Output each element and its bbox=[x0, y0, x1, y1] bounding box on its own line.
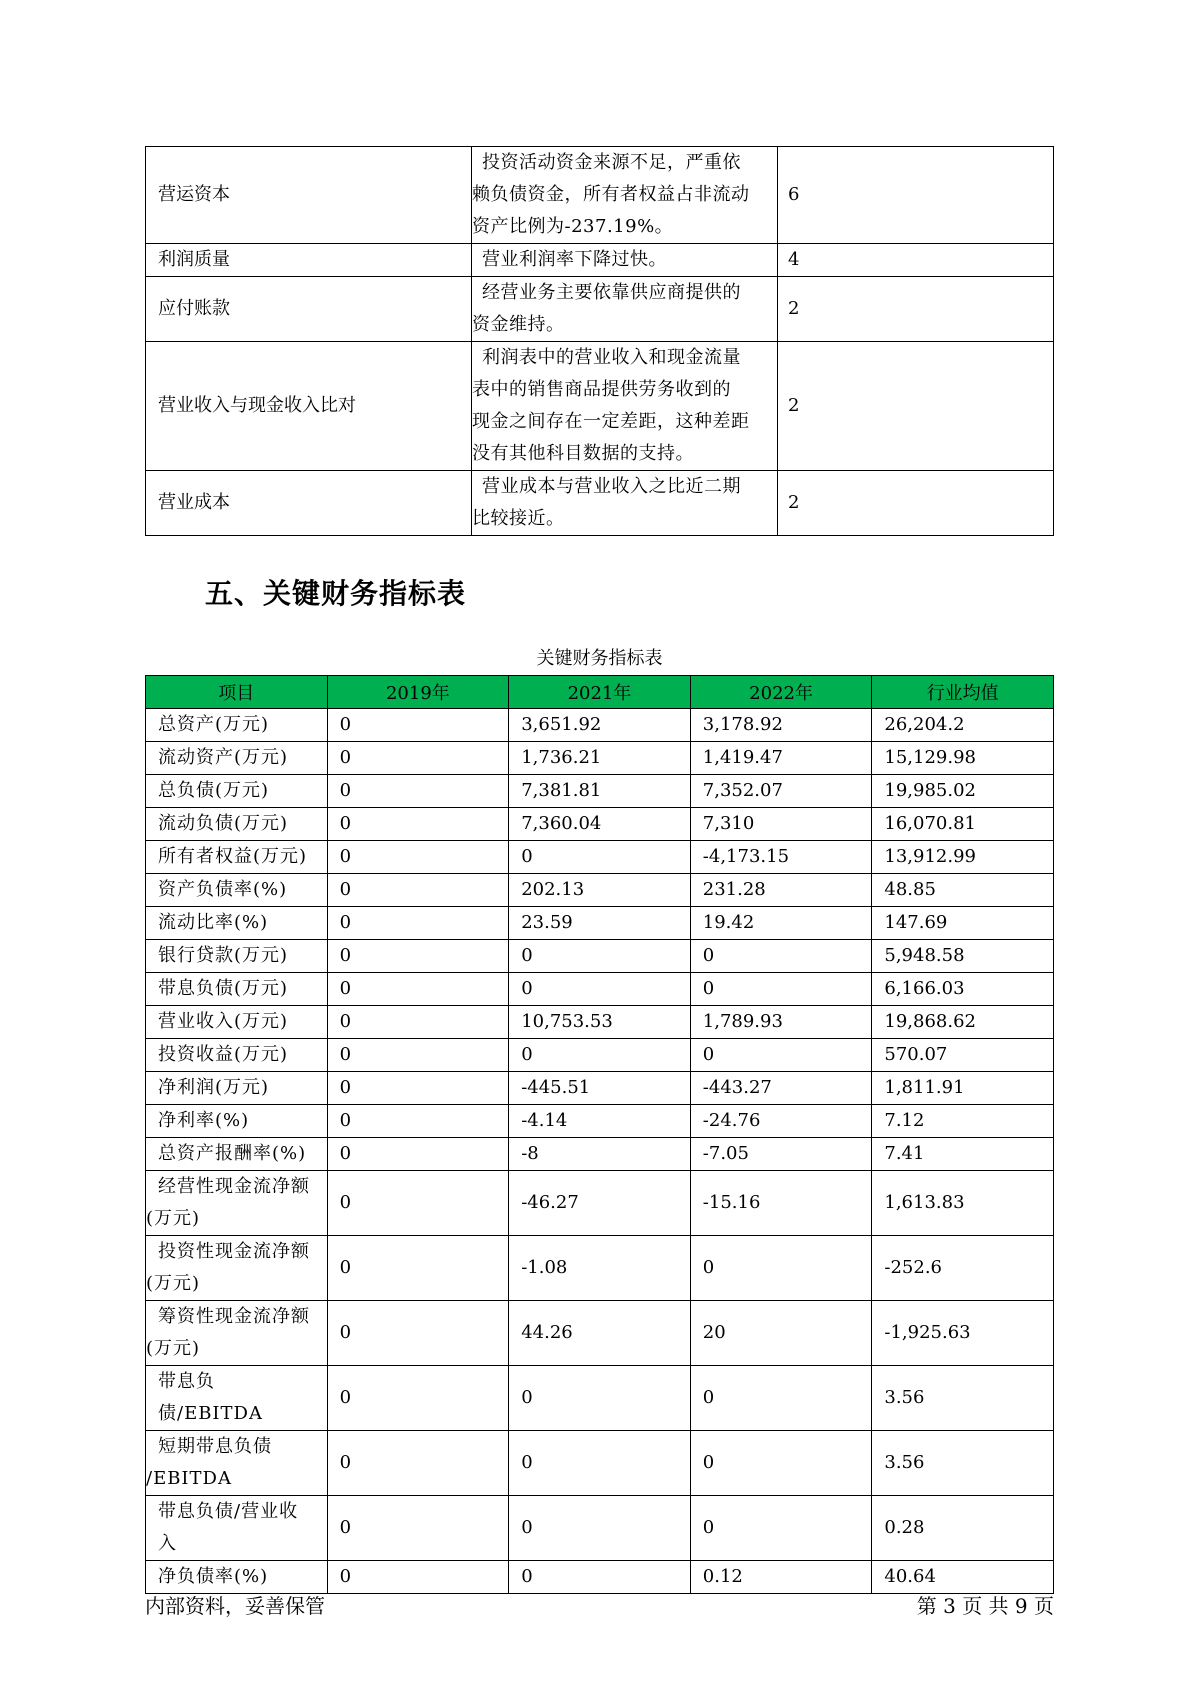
value-cell: 5,948.58 bbox=[872, 940, 1054, 973]
indicator-label-line: (万元) bbox=[146, 1208, 201, 1229]
value-cell: 0 bbox=[509, 1561, 691, 1594]
value-cell: 0 bbox=[327, 808, 509, 841]
table-row bbox=[146, 1171, 1054, 1236]
value-cell: 0 bbox=[690, 1236, 872, 1301]
indicator-label-cell: 投资收益(万元) bbox=[146, 1039, 328, 1072]
indicator-label-line: 经营性现金流净额 bbox=[158, 1176, 310, 1197]
value-cell: 3.56 bbox=[872, 1431, 1054, 1496]
value-cell: 7,352.07 bbox=[690, 775, 872, 808]
value-cell: 0 bbox=[327, 1561, 509, 1594]
table-row bbox=[146, 742, 1054, 775]
risk-item-cell: 应付账款 bbox=[146, 277, 472, 342]
section-heading: 五、关键财务指标表 bbox=[205, 577, 467, 610]
table-row bbox=[146, 775, 1054, 808]
indicator-label-cell: 流动资产(万元) bbox=[146, 742, 328, 775]
value-cell: 15,129.98 bbox=[872, 742, 1054, 775]
value-cell: 40.64 bbox=[872, 1561, 1054, 1594]
value-cell: 202.13 bbox=[509, 874, 691, 907]
risk-row bbox=[146, 342, 1054, 471]
value-cell: 0 bbox=[327, 973, 509, 1006]
column-header: 行业均值 bbox=[872, 676, 1054, 709]
value-cell: -1,925.63 bbox=[872, 1301, 1054, 1366]
value-cell: 0 bbox=[509, 841, 691, 874]
indicator-label-cell: 净负债率(%) bbox=[146, 1561, 328, 1594]
table-row bbox=[146, 940, 1054, 973]
value-cell: 7.12 bbox=[872, 1105, 1054, 1138]
value-cell: 19.42 bbox=[690, 907, 872, 940]
value-cell: 7.41 bbox=[872, 1138, 1054, 1171]
indicator-label-cell: 流动负债(万元) bbox=[146, 808, 328, 841]
value-cell: 1,736.21 bbox=[509, 742, 691, 775]
risk-item-cell: 营业收入与现金收入比对 bbox=[146, 342, 472, 471]
value-cell: 0 bbox=[509, 1039, 691, 1072]
value-cell: 0 bbox=[690, 973, 872, 1006]
value-cell: -4.14 bbox=[509, 1105, 691, 1138]
risk-score-cell: 4 bbox=[778, 244, 1054, 277]
risk-description-line: 表中的销售商品提供劳务收到的 bbox=[472, 379, 731, 400]
value-cell: 0 bbox=[327, 709, 509, 742]
indicator-label-cell: 流动比率(%) bbox=[146, 907, 328, 940]
value-cell: 0 bbox=[690, 1039, 872, 1072]
value-cell: 0 bbox=[509, 1431, 691, 1496]
value-cell: 147.69 bbox=[872, 907, 1054, 940]
indicator-label-cell: 带息负债(万元) bbox=[146, 973, 328, 1006]
indicator-label-line: 短期带息负债 bbox=[158, 1436, 272, 1457]
table-row bbox=[146, 874, 1054, 907]
column-header: 2022年 bbox=[690, 676, 872, 709]
risk-description-line: 现金之间存在一定差距，这种差距 bbox=[472, 411, 750, 432]
value-cell: 570.07 bbox=[872, 1039, 1054, 1072]
risk-item-cell: 利润质量 bbox=[146, 244, 472, 277]
risk-description-cell bbox=[472, 342, 778, 471]
risk-description-line: 没有其他科目数据的支持。 bbox=[472, 443, 694, 464]
footer-confidential-note: 内部资料，妥善保管 bbox=[145, 1594, 325, 1618]
value-cell: 0 bbox=[327, 1236, 509, 1301]
value-cell: 0 bbox=[690, 1366, 872, 1431]
table-row bbox=[146, 709, 1054, 742]
table-row bbox=[146, 1431, 1054, 1496]
value-cell: 0 bbox=[509, 1496, 691, 1561]
value-cell: 0 bbox=[327, 1431, 509, 1496]
risk-description-cell bbox=[472, 471, 778, 536]
value-cell: 19,985.02 bbox=[872, 775, 1054, 808]
value-cell: 0 bbox=[327, 1366, 509, 1431]
column-header: 项目 bbox=[146, 676, 328, 709]
value-cell: 19,868.62 bbox=[872, 1006, 1054, 1039]
value-cell: -8 bbox=[509, 1138, 691, 1171]
table-row bbox=[146, 1105, 1054, 1138]
value-cell: 10,753.53 bbox=[509, 1006, 691, 1039]
indicator-label-cell bbox=[146, 1171, 328, 1236]
value-cell: -445.51 bbox=[509, 1072, 691, 1105]
value-cell: 3,178.92 bbox=[690, 709, 872, 742]
indicator-label-cell: 营业收入(万元) bbox=[146, 1006, 328, 1039]
value-cell: 20 bbox=[690, 1301, 872, 1366]
value-cell: 0 bbox=[509, 973, 691, 1006]
indicator-label-cell: 总资产(万元) bbox=[146, 709, 328, 742]
table-row bbox=[146, 907, 1054, 940]
value-cell: -15.16 bbox=[690, 1171, 872, 1236]
value-cell: 0 bbox=[327, 1105, 509, 1138]
table-row bbox=[146, 1561, 1054, 1594]
table-row bbox=[146, 1138, 1054, 1171]
value-cell: 0 bbox=[690, 1431, 872, 1496]
risk-row bbox=[146, 147, 1054, 244]
risk-description-cell bbox=[472, 244, 778, 277]
value-cell: 26,204.2 bbox=[872, 709, 1054, 742]
indicator-label-cell: 净利率(%) bbox=[146, 1105, 328, 1138]
value-cell: 6,166.03 bbox=[872, 973, 1054, 1006]
value-cell: 0 bbox=[327, 1039, 509, 1072]
risk-description-line: 经营业务主要依靠供应商提供的 bbox=[482, 282, 741, 303]
risk-description-line: 利润表中的营业收入和现金流量 bbox=[482, 347, 741, 368]
value-cell: 13,912.99 bbox=[872, 841, 1054, 874]
value-cell: -24.76 bbox=[690, 1105, 872, 1138]
risk-score-cell: 2 bbox=[778, 342, 1054, 471]
key-financial-indicators-table bbox=[145, 675, 1054, 1594]
table-caption: 关键财务指标表 bbox=[536, 648, 663, 669]
risk-score-cell: 2 bbox=[778, 277, 1054, 342]
indicator-label-line: 投资性现金流净额 bbox=[158, 1241, 310, 1262]
risk-item-cell: 营运资本 bbox=[146, 147, 472, 244]
value-cell: 0 bbox=[327, 1138, 509, 1171]
risk-score-cell: 6 bbox=[778, 147, 1054, 244]
value-cell: 0 bbox=[509, 940, 691, 973]
column-header: 2019年 bbox=[327, 676, 509, 709]
risk-description-line: 赖负债资金，所有者权益占非流动 bbox=[472, 184, 750, 205]
footer-page-number: 第 3 页 共 9 页 bbox=[916, 1594, 1054, 1618]
value-cell: 7,310 bbox=[690, 808, 872, 841]
table-row bbox=[146, 1366, 1054, 1431]
indicator-label-cell: 总资产报酬率(%) bbox=[146, 1138, 328, 1171]
table-row bbox=[146, 1236, 1054, 1301]
indicator-label-cell bbox=[146, 1431, 328, 1496]
value-cell: 0.12 bbox=[690, 1561, 872, 1594]
indicator-label-cell: 所有者权益(万元) bbox=[146, 841, 328, 874]
risk-row bbox=[146, 244, 1054, 277]
value-cell: 0 bbox=[509, 1366, 691, 1431]
indicator-label-cell: 带息负债/EBITDA bbox=[146, 1366, 328, 1431]
value-cell: 0 bbox=[327, 907, 509, 940]
risk-description-cell bbox=[472, 147, 778, 244]
risk-description-line: 资金维持。 bbox=[472, 314, 565, 335]
value-cell: 23.59 bbox=[509, 907, 691, 940]
value-cell: 0 bbox=[690, 1496, 872, 1561]
risk-row bbox=[146, 277, 1054, 342]
indicator-label-line: 筹资性现金流净额 bbox=[158, 1306, 310, 1327]
risk-factor-table bbox=[145, 146, 1054, 536]
table-row bbox=[146, 841, 1054, 874]
value-cell: 0 bbox=[327, 1496, 509, 1561]
risk-description-line: 营业利润率下降过快。 bbox=[482, 249, 667, 270]
indicator-label-cell: 带息负债/营业收入 bbox=[146, 1496, 328, 1561]
indicator-label-cell bbox=[146, 1301, 328, 1366]
value-cell: 0 bbox=[327, 1171, 509, 1236]
value-cell: 44.26 bbox=[509, 1301, 691, 1366]
value-cell: 3.56 bbox=[872, 1366, 1054, 1431]
value-cell: -1.08 bbox=[509, 1236, 691, 1301]
value-cell: 0 bbox=[327, 742, 509, 775]
value-cell: 0 bbox=[327, 1006, 509, 1039]
value-cell: -4,173.15 bbox=[690, 841, 872, 874]
indicator-label-cell: 银行贷款(万元) bbox=[146, 940, 328, 973]
value-cell: 1,419.47 bbox=[690, 742, 872, 775]
value-cell: 16,070.81 bbox=[872, 808, 1054, 841]
column-header: 2021年 bbox=[509, 676, 691, 709]
table-row bbox=[146, 808, 1054, 841]
value-cell: 0 bbox=[327, 874, 509, 907]
value-cell: 48.85 bbox=[872, 874, 1054, 907]
indicator-label-cell: 净利润(万元) bbox=[146, 1072, 328, 1105]
value-cell: 0 bbox=[690, 940, 872, 973]
table-row bbox=[146, 1496, 1054, 1561]
indicator-label-line: (万元) bbox=[146, 1338, 201, 1359]
table-row bbox=[146, 1072, 1054, 1105]
table-row bbox=[146, 1006, 1054, 1039]
table-row bbox=[146, 1039, 1054, 1072]
risk-description-line: 投资活动资金来源不足，严重依 bbox=[482, 152, 741, 173]
risk-description-line: 比较接近。 bbox=[472, 508, 565, 529]
value-cell: 0 bbox=[327, 1301, 509, 1366]
risk-description-line: 资产比例为-237.19%。 bbox=[472, 216, 674, 237]
value-cell: 3,651.92 bbox=[509, 709, 691, 742]
value-cell: 1,811.91 bbox=[872, 1072, 1054, 1105]
indicator-label-cell: 资产负债率(%) bbox=[146, 874, 328, 907]
value-cell: 231.28 bbox=[690, 874, 872, 907]
value-cell: -443.27 bbox=[690, 1072, 872, 1105]
value-cell: -46.27 bbox=[509, 1171, 691, 1236]
value-cell: 1,613.83 bbox=[872, 1171, 1054, 1236]
risk-item-cell: 营业成本 bbox=[146, 471, 472, 536]
indicator-label-cell bbox=[146, 1236, 328, 1301]
indicator-label-cell: 总负债(万元) bbox=[146, 775, 328, 808]
risk-description-line: 营业成本与营业收入之比近二期 bbox=[482, 476, 741, 497]
indicator-label-line: (万元) bbox=[146, 1273, 201, 1294]
value-cell: 7,360.04 bbox=[509, 808, 691, 841]
value-cell: 0 bbox=[327, 1072, 509, 1105]
table-header-row bbox=[146, 676, 1054, 709]
value-cell: 0 bbox=[327, 841, 509, 874]
risk-row bbox=[146, 471, 1054, 536]
value-cell: -7.05 bbox=[690, 1138, 872, 1171]
table-row bbox=[146, 1301, 1054, 1366]
value-cell: 0 bbox=[327, 940, 509, 973]
value-cell: 7,381.81 bbox=[509, 775, 691, 808]
value-cell: 0.28 bbox=[872, 1496, 1054, 1561]
risk-score-cell: 2 bbox=[778, 471, 1054, 536]
risk-description-cell bbox=[472, 277, 778, 342]
value-cell: -252.6 bbox=[872, 1236, 1054, 1301]
value-cell: 1,789.93 bbox=[690, 1006, 872, 1039]
table-row bbox=[146, 973, 1054, 1006]
indicator-label-line: /EBITDA bbox=[146, 1468, 232, 1489]
value-cell: 0 bbox=[327, 775, 509, 808]
